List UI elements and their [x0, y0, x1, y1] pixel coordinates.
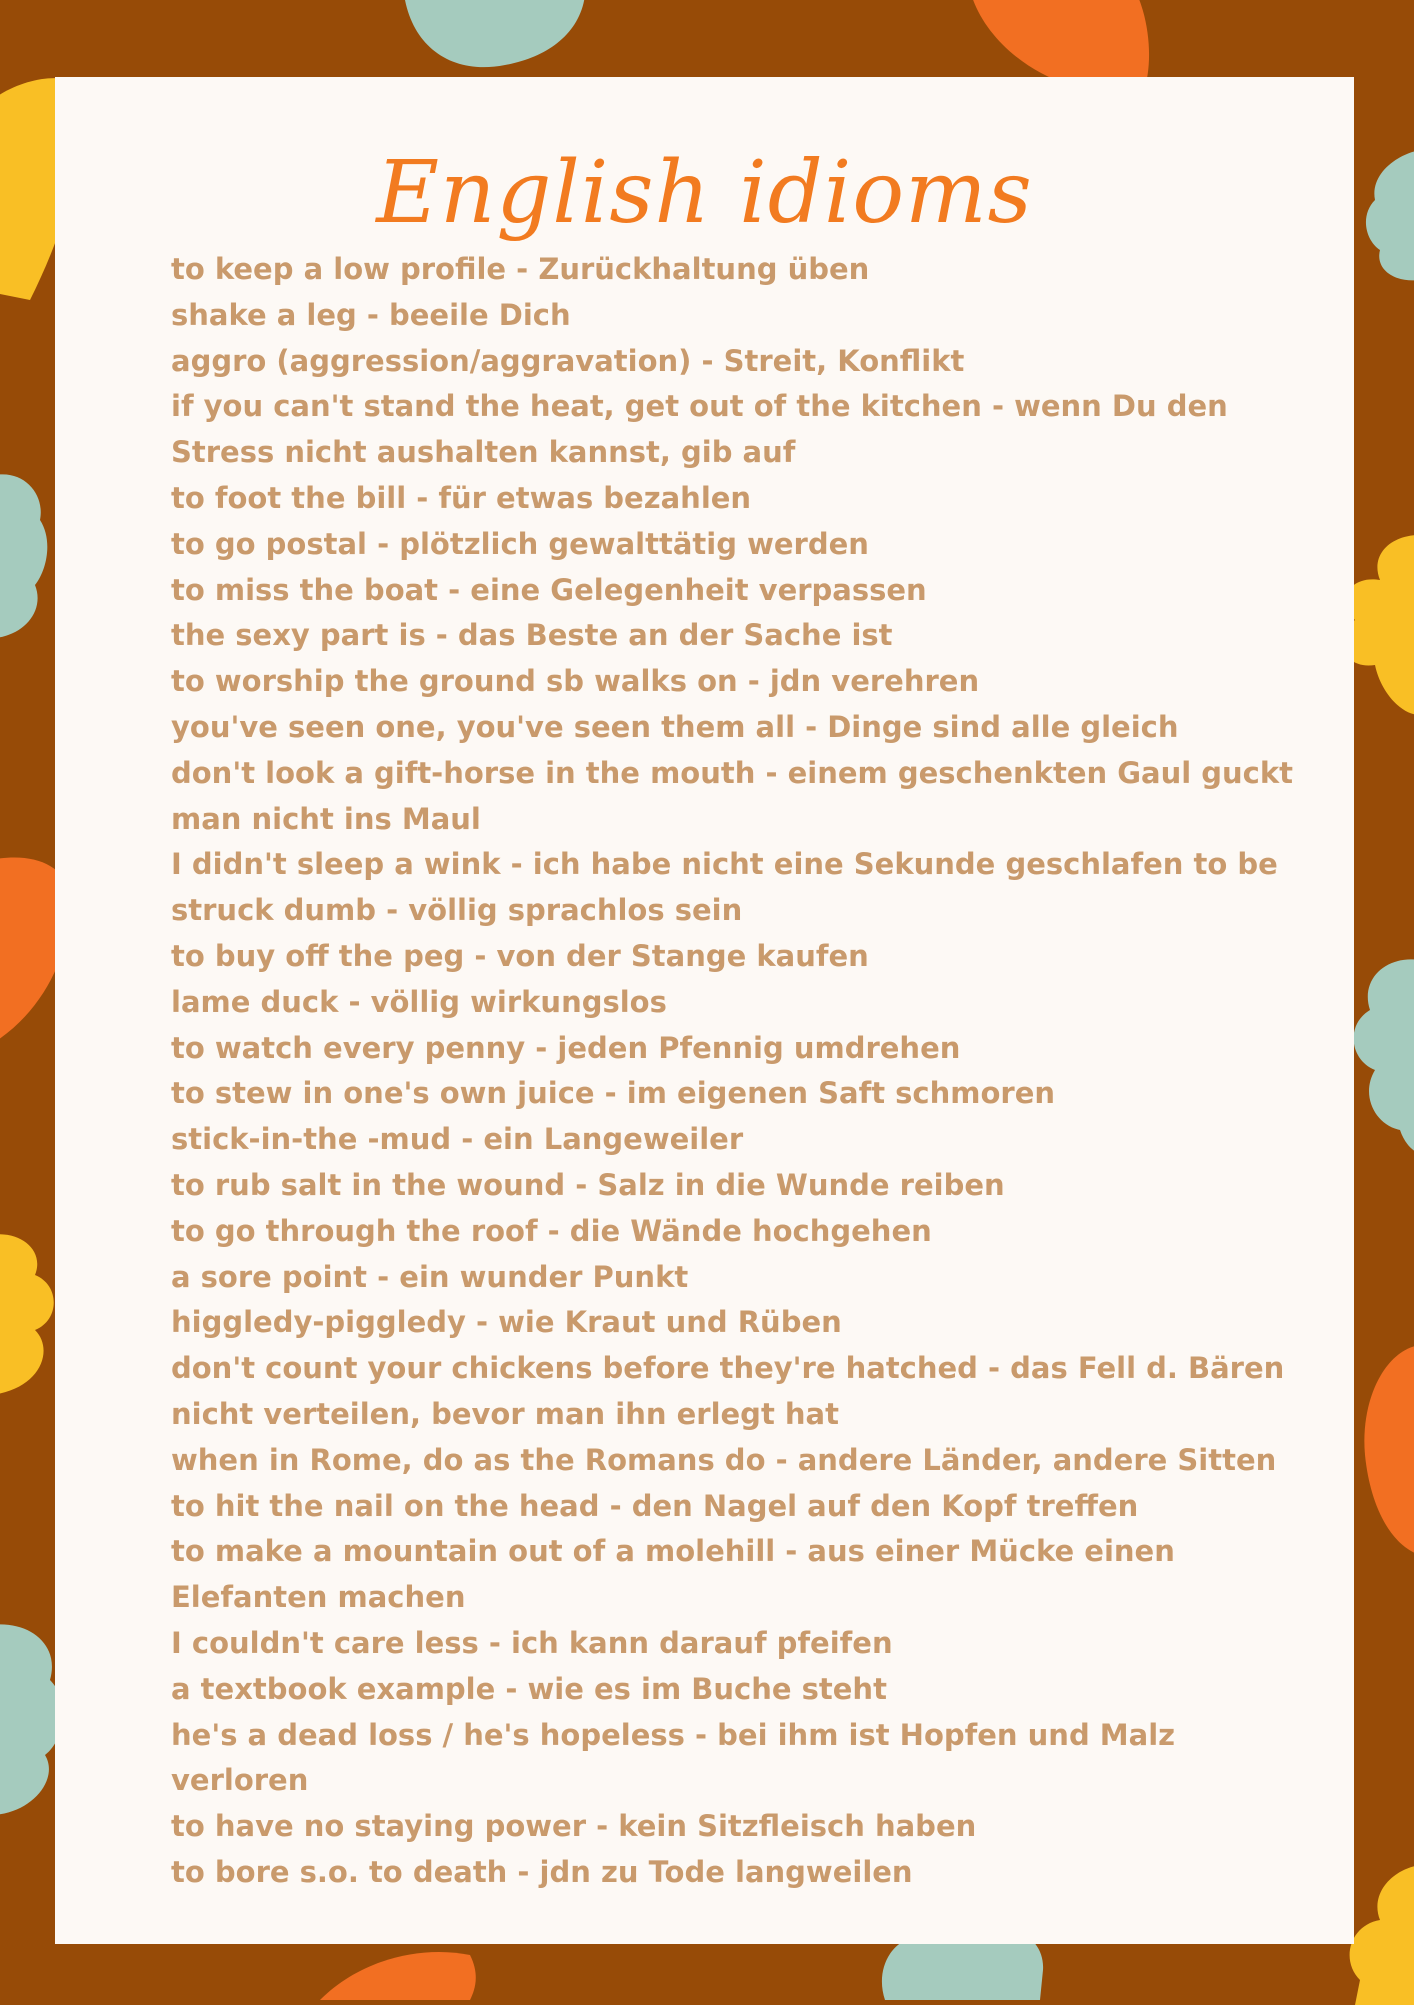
- idiom-line: Stress nicht aushalten kannst, gib auf: [171, 435, 796, 470]
- idiom-line: verloren: [171, 1763, 309, 1798]
- idiom-line: you've seen one, you've seen them all - Dinge sind alle gleich: [171, 709, 1179, 744]
- idiom-line: man nicht ins Maul: [171, 801, 481, 836]
- idiom-line: I didn't sleep a wink - ich habe nicht eine Sekunde geschlafen to be: [171, 847, 1278, 882]
- idiom-line: to hit the nail on the head - den Nagel auf den Kopf treffen: [171, 1488, 1139, 1523]
- leaf-mint-top-center: [395, 0, 595, 80]
- idiom-line: if you can't stand the heat, get out of the kitchen - wenn Du den: [171, 389, 1228, 424]
- idiom-line: shake a leg - beeile Dich: [171, 297, 571, 332]
- idiom-line: to worship the ground sb walks on - jdn verehren: [171, 664, 980, 699]
- idiom-line: lame duck - völlig wirkungslos: [171, 984, 667, 1019]
- idiom-line: to buy off the peg - von der Stange kaufen: [171, 938, 869, 973]
- idiom-line: when in Rome, do as the Romans do - andere Länder, andere Sitten: [171, 1442, 1277, 1477]
- content-card: [55, 77, 1354, 1944]
- idiom-line: struck dumb - völlig sprachlos sein: [171, 893, 743, 928]
- idiom-line: aggro (aggression/aggravation) - Streit, Konflikt: [171, 343, 965, 378]
- idiom-line: to foot the bill - für etwas bezahlen: [171, 480, 752, 515]
- idiom-line: nicht verteilen, bevor man ihn erlegt hat: [171, 1396, 839, 1431]
- idiom-line: a textbook example - wie es im Buche steht: [171, 1671, 887, 1706]
- leaf-mint-right-upper: [1350, 145, 1414, 285]
- leaf-orange-bottom-center: [320, 1940, 480, 2000]
- idiom-line: to stew in one's own juice - im eigenen Saft schmoren: [171, 1076, 1056, 1111]
- idiom-line: to have no staying power - kein Sitzfleisch haben: [171, 1809, 977, 1844]
- idiom-line: stick-in-the -mud - ein Langeweiler: [171, 1122, 744, 1157]
- idiom-list: [171, 247, 1331, 1896]
- idiom-line: to make a mountain out of a molehill - aus einer Mücke einen: [171, 1534, 1175, 1569]
- page-title: English idioms: [376, 143, 1033, 243]
- idiom-line: to miss the boat - eine Gelegenheit verpassen: [171, 572, 927, 607]
- idiom-line: to rub salt in the wound - Salz in die Wunde reiben: [171, 1167, 1005, 1202]
- idiom-line: to go postal - plötzlich gewalttätig werden: [171, 526, 869, 561]
- idiom-line: to bore s.o. to death - jdn zu Tode langweilen: [171, 1854, 913, 1889]
- idiom-line: Elefanten machen: [171, 1580, 466, 1615]
- idiom-line: to watch every penny - jeden Pfennig umdrehen: [171, 1030, 961, 1065]
- leaf-mint-left-middle: [0, 470, 55, 640]
- idiom-line: don't count your chickens before they're hatched - das Fell d. Bären: [171, 1351, 1285, 1386]
- idiom-line: don't look a gift-horse in the mouth - einem geschenkten Gaul guckt: [171, 755, 1294, 790]
- idiom-line: the sexy part is - das Beste an der Sache ist: [171, 618, 893, 653]
- idiom-line: higgledy-piggledy - wie Kraut und Rüben: [171, 1305, 842, 1340]
- leaf-orange-right-lower: [1345, 1340, 1414, 1560]
- idiom-line: I couldn't care less - ich kann darauf pfeifen: [171, 1625, 893, 1660]
- idiom-line: to keep a low profile - Zurückhaltung üben: [171, 252, 870, 286]
- idiom-line: he's a dead loss / he's hopeless - bei ihm ist Hopfen und Malz: [171, 1717, 1176, 1752]
- idiom-line: to go through the roof - die Wände hochgehen: [171, 1213, 932, 1248]
- idiom-line: a sore point - ein wunder Punkt: [171, 1259, 689, 1294]
